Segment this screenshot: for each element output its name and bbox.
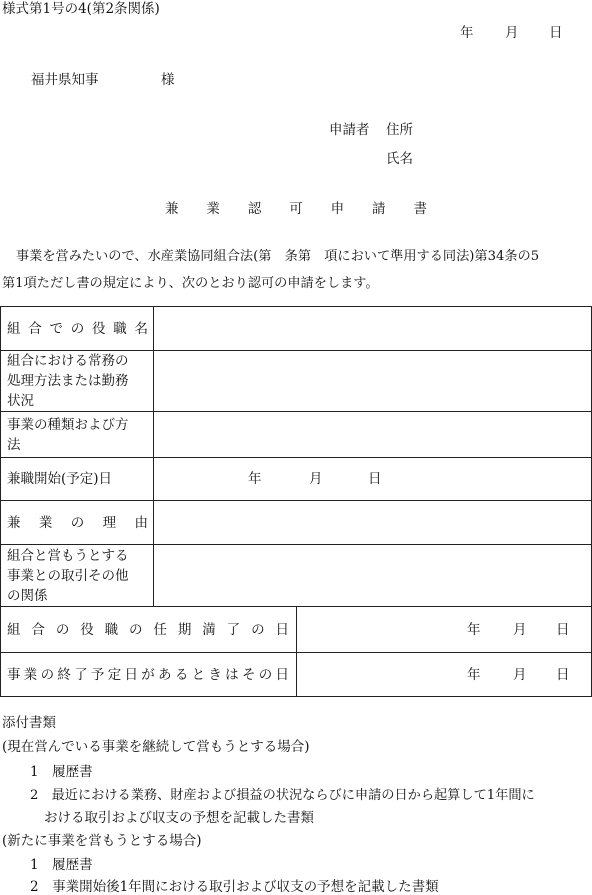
attachments-case1-item2-line2: おける取引および収支の予想を記載した書類 bbox=[44, 810, 314, 826]
attachments-case2: (新たに事業を営もうとする場合) bbox=[2, 833, 202, 849]
attachments-case1: (現在営んでいる事業を継続して営もうとする場合) bbox=[2, 739, 310, 755]
term-day-label: 日 bbox=[556, 621, 570, 638]
field-position[interactable] bbox=[154, 307, 592, 351]
date-day-label: 日 bbox=[549, 25, 563, 41]
end-day-label: 日 bbox=[556, 666, 570, 683]
title-char: 申 bbox=[330, 201, 345, 217]
applicant-name-label: 氏名 bbox=[386, 151, 413, 167]
label-business-end: 事 業 の 終 了 予 定 日 が あ る と き は そ の 日 bbox=[1, 653, 297, 697]
field-start-date[interactable] bbox=[154, 458, 592, 501]
field-business-type[interactable] bbox=[154, 412, 592, 458]
addressee-honorific: 様 bbox=[161, 72, 175, 88]
table-row bbox=[1, 607, 592, 653]
table-row bbox=[1, 412, 592, 458]
title-char: 書 bbox=[413, 201, 427, 217]
addressee-name: 福井県知事 bbox=[31, 72, 99, 88]
table-row bbox=[1, 545, 592, 607]
table-row bbox=[1, 653, 592, 697]
field-term-end[interactable] bbox=[297, 607, 592, 653]
table-row bbox=[1, 351, 592, 412]
attachments-case2-item1: 1 履歴書 bbox=[30, 857, 93, 873]
label-start-date: 兼職開始(予定)日 bbox=[1, 458, 154, 501]
start-year-label: 年 bbox=[248, 471, 262, 487]
form-number: 様式第1号の4(第2条関係) bbox=[2, 1, 160, 17]
attachments-case1-item1: 1 履歴書 bbox=[30, 764, 93, 780]
label-relationship: 組合と営もうとする 事業との取引その他 の関係 bbox=[1, 545, 154, 607]
field-business-end[interactable] bbox=[297, 653, 592, 697]
label-business-type: 事業の種類および方 法 bbox=[1, 412, 154, 458]
label-duties: 組合における常務の 処理方法または勤務 状況 bbox=[1, 351, 154, 412]
table-row bbox=[1, 307, 592, 351]
end-year-label: 年 bbox=[467, 666, 481, 683]
table-row bbox=[1, 458, 592, 501]
field-relationship[interactable] bbox=[154, 545, 592, 607]
applicant-address-label: 住所 bbox=[386, 122, 413, 138]
term-month-label: 月 bbox=[513, 621, 527, 638]
intro-line-2: 第1項ただし書の規定により、次のとおり認可の申請をします。 bbox=[2, 276, 379, 291]
label-term-end: 組 合 の 役 職 の 任 期 満 了 の 日 bbox=[1, 607, 297, 653]
table-row bbox=[1, 501, 592, 545]
title-char: 認 bbox=[247, 201, 262, 217]
field-reason[interactable] bbox=[154, 501, 592, 545]
term-year-label: 年 bbox=[467, 621, 481, 638]
title-char: 可 bbox=[289, 201, 303, 217]
start-month-label: 月 bbox=[309, 471, 323, 487]
date-month-label: 月 bbox=[505, 25, 519, 41]
title-char: 兼 bbox=[165, 201, 179, 217]
application-table bbox=[0, 306, 592, 697]
title-char: 請 bbox=[372, 201, 386, 217]
title-char: 業 bbox=[206, 201, 220, 217]
attachments-heading: 添付書類 bbox=[2, 715, 56, 731]
label-position: 組 合 で の 役 職 名 bbox=[1, 307, 154, 351]
attachments-case1-item2-line1: 2 最近における業務、財産および損益の状況ならびに申請の日から起算して1年間に bbox=[30, 788, 535, 803]
label-reason: 兼 業 の 理 由 bbox=[1, 501, 154, 545]
start-day-label: 日 bbox=[368, 471, 382, 487]
date-year-label: 年 bbox=[460, 25, 474, 41]
field-duties[interactable] bbox=[154, 351, 592, 412]
attachments-case2-item2: 2 事業開始後1年間における取引および収支の予想を記載した書類 bbox=[30, 879, 439, 895]
intro-line-1: 事業を営みたいので、水産業協同組合法(第 条第 項において準用する同法)第34条の5 bbox=[16, 249, 540, 264]
applicant-label: 申請者 bbox=[329, 122, 370, 138]
end-month-label: 月 bbox=[513, 666, 527, 683]
document-title bbox=[165, 197, 427, 217]
